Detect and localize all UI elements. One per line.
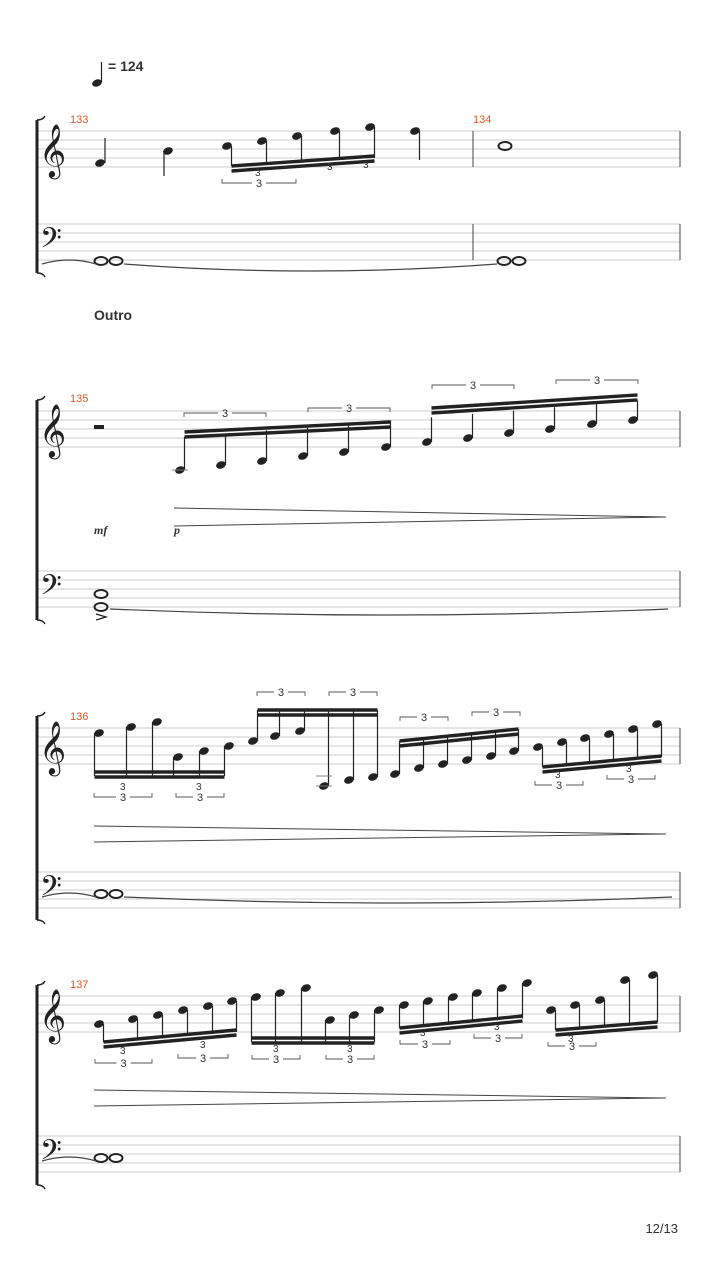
whole-note	[95, 1154, 108, 1162]
tie	[124, 264, 497, 271]
treble-clef-icon: 𝄞	[39, 988, 67, 1042]
tuplet-number: 3	[470, 380, 477, 392]
tuplet-number: 3	[120, 792, 127, 804]
hairpin-line	[94, 1090, 666, 1098]
tuplet-number: 3	[273, 1044, 279, 1055]
tuplet-number: 3	[256, 178, 263, 190]
tuplet-number: 3	[200, 1040, 206, 1051]
tuplet-number: 3	[494, 1022, 500, 1033]
tuplet-number: 3	[568, 1034, 574, 1045]
measure-number-136: 136	[70, 711, 89, 723]
tuplet-number: 3	[196, 782, 202, 793]
whole-note	[110, 890, 123, 898]
tuplet-number: 3	[120, 1058, 127, 1070]
system-bracket-top	[37, 981, 45, 985]
system-bracket-bottom	[37, 620, 45, 624]
system-bracket-top	[37, 116, 45, 120]
bass-clef-icon: 𝄢	[40, 870, 62, 910]
tuplet-number: 3	[594, 375, 601, 387]
page-number: 12/13	[645, 1221, 678, 1236]
tuplet-number: 3	[346, 403, 353, 415]
whole-rest	[94, 425, 104, 429]
tuplet-number: 3	[120, 1046, 126, 1057]
treble-clef-icon: 𝄞	[39, 123, 67, 177]
whole-note	[513, 257, 526, 265]
tuplet-number: 3	[555, 770, 561, 781]
tuplet-number: 3	[347, 1054, 354, 1066]
measure-number-135: 135	[70, 393, 89, 405]
tuplet-number: 3	[421, 712, 428, 724]
system-bracket-top	[37, 396, 45, 400]
bass-clef-icon: 𝄢	[40, 1134, 62, 1174]
hairpin-line	[94, 1098, 666, 1106]
section-label: Outro	[94, 307, 133, 323]
tuplet-number: 3	[495, 1033, 502, 1045]
tuplet-number: 3	[569, 1041, 576, 1053]
treble-clef-icon: 𝄞	[39, 403, 67, 457]
tuplet-number: 3	[278, 687, 285, 699]
system-bracket-top	[37, 712, 45, 716]
whole-note	[95, 890, 108, 898]
tuplet-number: 3	[350, 687, 357, 699]
tuplet-number: 3	[556, 780, 563, 792]
bass-clef-icon: 𝄢	[40, 222, 62, 262]
measure-number-137: 137	[70, 979, 89, 991]
tuplet-number: 3	[420, 1028, 426, 1039]
tuplet-number: 3	[273, 1054, 280, 1066]
tuplet-number: 3	[327, 162, 333, 173]
tuplet-number: 3	[200, 1053, 207, 1065]
tuplet-number: 3	[222, 408, 229, 420]
measure-number-133: 133	[70, 114, 89, 126]
tuplet-number: 3	[363, 160, 369, 171]
measure-number-134: 134	[473, 114, 492, 126]
tie	[110, 609, 668, 615]
hairpin-line	[94, 834, 666, 842]
whole-note	[95, 257, 108, 265]
whole-note	[110, 1154, 123, 1162]
system-bracket-bottom	[37, 273, 45, 277]
system-bracket-bottom	[37, 1185, 45, 1189]
tuplet-number: 3	[626, 764, 632, 775]
tuplet-number: 3	[422, 1039, 429, 1051]
system-bracket-bottom	[37, 920, 45, 924]
tempo-marking: = 124	[108, 58, 144, 74]
whole-note	[95, 590, 108, 598]
dynamic-mf: mf	[94, 523, 108, 537]
tie	[124, 897, 672, 903]
accent-mark	[96, 614, 106, 620]
bass-clef-icon: 𝄢	[40, 569, 62, 609]
treble-clef-icon: 𝄞	[39, 720, 67, 774]
hairpin-line	[174, 517, 666, 526]
dynamic-p: p	[174, 523, 180, 537]
tuplet-number: 3	[347, 1044, 353, 1055]
tuplet-number: 3	[628, 774, 635, 786]
hairpin-line	[94, 826, 666, 834]
tuplet-number: 3	[255, 168, 261, 179]
tuplet-number: 3	[493, 707, 500, 719]
whole-note	[110, 257, 123, 265]
note-head	[94, 158, 106, 168]
whole-note	[498, 257, 511, 265]
tuplet-number: 3	[197, 792, 204, 804]
hairpin-line	[174, 508, 666, 517]
tuplet-number: 3	[120, 782, 126, 793]
